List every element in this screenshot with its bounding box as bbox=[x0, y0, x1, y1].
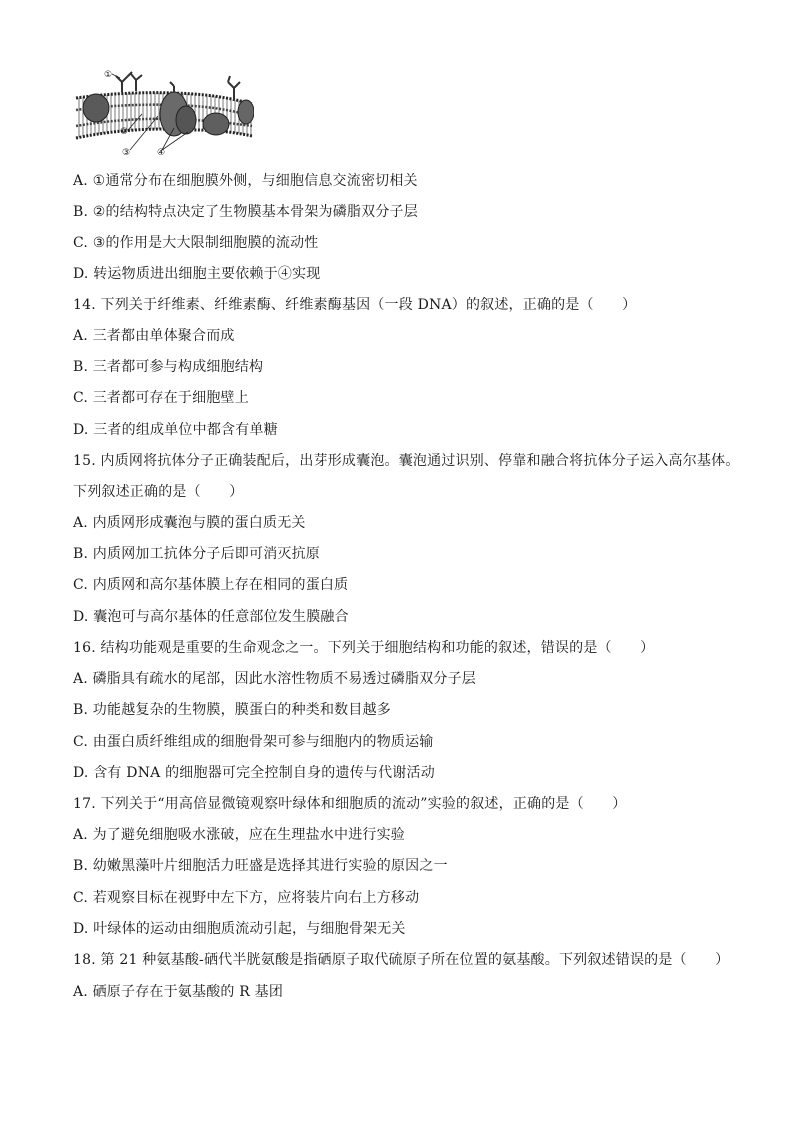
q13-option-d: D. 转运物质进出细胞主要依赖于④实现 bbox=[73, 266, 321, 282]
label-4: ④ bbox=[157, 148, 166, 158]
q17-stem: 17. 下列关于“用高倍显微镜观察叶绿体和细胞质的流动”实验的叙述，正确的是（ ） bbox=[73, 796, 627, 812]
q13-option-b: B. ②的结构特点决定了生物膜基本骨架为磷脂双分子层 bbox=[73, 204, 418, 220]
q15-option-a: A. 内质网形成囊泡与膜的蛋白质无关 bbox=[73, 515, 306, 531]
label-2: ② bbox=[120, 127, 129, 137]
q15-stem-line2: 下列叙述正确的是（ ） bbox=[73, 484, 244, 500]
q15-option-c: C. 内质网和高尔基体膜上存在相同的蛋白质 bbox=[73, 577, 349, 593]
label-1: ① bbox=[104, 70, 113, 80]
q16-option-c: C. 由蛋白质纤维组成的细胞骨架可参与细胞内的物质运输 bbox=[73, 734, 434, 750]
q14-option-b: B. 三者都可参与构成细胞结构 bbox=[73, 359, 264, 375]
q16-stem: 16. 结构功能观是重要的生命观念之一。下列关于细胞结构和功能的叙述，错误的是（ ） bbox=[73, 640, 655, 656]
q13-option-c: C. ③的作用是大大限制细胞膜的流动性 bbox=[73, 235, 319, 251]
q15-option-b: B. 内质网加工抗体分子后即可消灭抗原 bbox=[73, 546, 320, 562]
q14-option-d: D. 三者的组成单位中都含有单糖 bbox=[73, 422, 278, 438]
q17-option-a: A. 为了避免细胞吸水涨破，应在生理盐水中进行实验 bbox=[73, 827, 406, 843]
q16-option-b: B. 功能越复杂的生物膜，膜蛋白的种类和数目越多 bbox=[73, 702, 391, 718]
q17-option-b: B. 幼嫩黑藻叶片细胞活力旺盛是选择其进行实验的原因之一 bbox=[73, 858, 448, 874]
cell-membrane-figure bbox=[74, 64, 254, 160]
q15-option-d: D. 囊泡可与高尔基体的任意部位发生膜融合 bbox=[73, 609, 349, 625]
q18-option-a: A. 硒原子存在于氨基酸的 R 基团 bbox=[73, 984, 284, 1000]
q18-stem: 18. 第 21 种氨基酸-硒代半胱氨酸是指硒原子取代硫原子所在位置的氨基酸。下列叙述错误的是（ ） bbox=[73, 952, 730, 968]
q16-option-d: D. 含有 DNA 的细胞器可完全控制自身的遗传与代谢活动 bbox=[73, 765, 435, 781]
q13-option-a: A. ①通常分布在细胞膜外侧，与细胞信息交流密切相关 bbox=[73, 173, 418, 189]
q14-option-c: C. 三者都可存在于细胞壁上 bbox=[73, 390, 249, 406]
label-3: ③ bbox=[122, 148, 131, 158]
q14-option-a: A. 三者都由单体聚合而成 bbox=[73, 328, 235, 344]
q17-option-d: D. 叶绿体的运动由细胞质流动引起，与细胞骨架无关 bbox=[73, 921, 406, 937]
q14-stem: 14. 下列关于纤维素、纤维素酶、纤维素酶基因（一段 DNA）的叙述，正确的是（ ） bbox=[73, 297, 637, 313]
q15-stem-line1: 15. 内质网将抗体分子正确装配后，出芽形成囊泡。囊泡通过识别、停靠和融合将抗体分子运入高尔基体。 bbox=[73, 453, 740, 469]
q17-option-c: C. 若观察目标在视野中左下方，应将装片向右上方移动 bbox=[73, 890, 420, 906]
q16-option-a: A. 磷脂具有疏水的尾部，因此水溶性物质不易透过磷脂双分子层 bbox=[73, 671, 477, 687]
